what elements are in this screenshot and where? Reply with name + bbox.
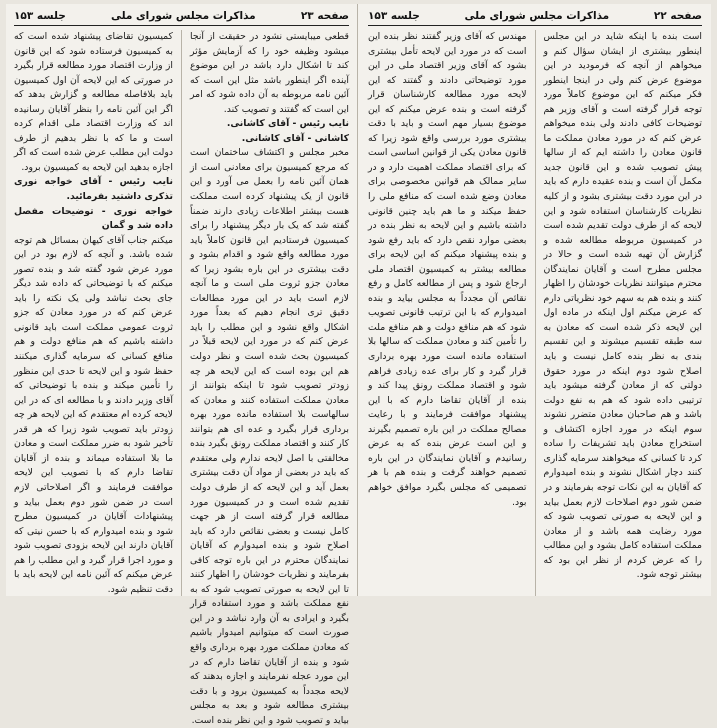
left-page-header [14,7,349,26]
left-page-column-left [14,30,173,596]
book-spread [6,4,711,726]
paragraph: قطعی میبایستی نشود در حقیقت از آنجا میشود وظیفه خود را که آزمایش مؤثر کند تا اشکال دارد باشد در این موضوع آینده اگر اینطور باشد مثل این است که آئین نامه مربوطه به آن داده شود که امر این است که گفتند و تصویب کند. [190,31,349,115]
left-page-number: صفحه ۲۳ [300,10,349,22]
paragraph: میکنم جناب آقای کیهان بمسائل هم توجه شده باشد. و آنچه که لازم بود در این مورد عرض شود گفته شد و بنده تصور میکنم که با توضیحاتی که داده شد دیگر جای بحث نباشد ولی یک نکته را باید عرض کنم که در مورد معادن که جزو ثروت عمومی مملکت است باید قانونی داشته باشیم که هم منافع دولت و هم منافع کسانی که سرمایه گذاری میکنند حفظ شود و این لایحه تا حدی این منظور را تأمین میکند و بنده با توضیحاتی که آقای وزیر دادند و با مطالعه ای که در این لایحه کرده ام معتقدم که این لایحه هر چه زودتر باید تصویب شود زیرا که هر قدر تأخیر شود به ضرر مملکت است و معادن ما بلا استفاده میماند و بنده از آقایان تقاضا دارم که با تصویب این لایحه موافقت فرمایند و اگر اصلاحاتی لازم است در ضمن شور دوم بعمل بیاید و پیشنهادات آقایان در کمیسیون مطرح شود و بنده امیدوارم که با حسن نیتی که آقایان دارند این لایحه بزودی تصویب شود و مورد اجرا قرار گیرد و این مطلب را هم عرض میکنم که آئین نامه این لایحه باید با دقت تنظیم شود. [14,234,173,595]
right-page-session: جلسه ۱۵۳ [368,10,420,22]
paragraph: مهندس که آقای وزیر گفتند نظر بنده این است که در مورد این لایحه تأمل بیشتری بشود که آقای وزیر اقتصاد ملی در این مورد توضیحاتی دادند و گفتند که این لایحه مورد مطالعه کارشناسان قرار گرفته است و بنده عرض میکنم که این موضوع بسیار مهم است و باید با دقت بیشتری مورد بررسی واقع شود زیرا که قانون معادن یکی از قوانین اساسی است که برای اقتصاد مملکت اهمیت دارد و در سایر ممالک هم قوانین مخصوصی برای معادن وضع شده است که منافع ملی را حفظ میکند و ما هم باید چنین قانونی داشته باشیم و این لایحه به نظر بنده در بعضی موارد نقص دارد که باید رفع شود و بنده پیشنهاد میکنم که این لایحه برای مطالعه بیشتر به کمیسیون اقتصاد ملی ارجاع شود و پس از مطالعه کامل و رفع نقائص آن مجدداً به مجلس بیاید و بنده امیدوارم که با این ترتیب قانونی تصویب شود که هم منافع دولت و هم منافع ملت را تأمین کند و معادن مملکت که سالها بلا استفاده مانده است مورد بهره برداری قرار گیرد و کار برای عده زیادی فراهم شود و اقتصاد مملکت رونق پیدا کند و بنده از آقایان تقاضا دارم که با این پیشنهاد موافقت فرمایند و با رعایت مصالح مملکت در این باره تصمیم بگیرند و این است عرض بنده که به عرض رسانیدم و آقایان نمایندگان در این باره تصمیم خواهند گرفت و بنده هم با هر تصمیمی که مجلس بگیرد موافق خواهم بود. [368,31,527,508]
speaker-line: خواجه نوری - توضیحات مفصل داده شد و گمان [14,205,173,232]
right-page-column-left [368,30,527,596]
column-divider [535,30,536,596]
right-page-number: صفحه ۲۲ [653,10,702,22]
column-divider [181,30,182,596]
right-page-columns [368,30,702,596]
paragraph: است بنده با اینکه شاید در این مجلس اینطور بیشتری از ایشان سؤال کنم و میخواهم از آنچه که فرمودید در این موضوع عرض کنم ولی در اینجا اینطور فکر میکنم که این موضوع کاملاً مورد توجه قرار گرفته است و آقای وزیر هم توضیحات کافی دادند ولی بنده میخواهم عرض کنم که در مورد معادن مملکت ما قانون معادن را داشته ایم که از سالها پیش تصویب شده و این قانون جدید مکمل آن است و بنده عقیده دارم که باید در این مورد دقت بیشتری بشود و از کلیه نظریات کارشناسان استفاده شود و این لایحه که از طرف دولت تقدیم شده است در کمیسیون مربوطه مطالعه شده و گزارش آن تهیه شده است و حالا در مجلس مطرح است و آقایان نمایندگان محترم میتوانند نظریات خودشان را اظهار کنند و بنده هم به سهم خود نظریاتی دارم که عرض میکنم اول اینکه در ماده اول این لایحه ذکر شده است که معادن به سه طبقه تقسیم میشوند و این تقسیم بندی به نظر بنده کامل نیست و باید اصلاح شود دوم اینکه در مورد حقوق دولتی که از معادن گرفته میشود باید ترتیبی داده شود که هم به نفع دولت باشد و هم صاحبان معادن متضرر نشوند سوم اینکه در مورد اجازه اکتشاف و استخراج معادن باید تشریفات را ساده کرد تا کسانی که میخواهند سرمایه گذاری کنند دچار اشکال نشوند و بنده امیدوارم که آقایان به این نکات توجه بفرمایند و در ضمن شور دوم اصلاحات لازم بعمل بیاید و این لایحه به صورتی تصویب شود که مورد رضایت همه باشد و از معادن مملکت استفاده کامل بشود و این مطالب را که عرض کردم از نظر این بود که بیشتر توجه شود. [543,31,702,581]
speaker-line: نایب رئیس - آقای خواجه نوری تذکری داشتید بفرمائید. [14,176,173,203]
left-page-columns [14,30,349,726]
left-page-session: جلسه ۱۵۳ [14,10,66,22]
right-page-column-right [544,30,703,596]
paragraph: مخبر مجلس و اکتشاف ساختمان است که مرجع کمیسیون برای معادنی است از همان آئین نامه را بعمل می آورد و این قانون از یک پیشنهاد کرده است مملکت هست بیشتر اطلاعات زیادی دارند ضمناً گفته شد که یک بار دیگر پیشنهاد را برای کمیسیون فرستادیم این قانون کاملاً باید مورد مطالعه واقع شود و اقدام بشود و دقت بیشتری در این باره بشود زیرا که معادن جزو ثروت ملی است و ما آنچه لازم است باید در این مورد مطالعات دقیق تری انجام دهیم که بعداً مورد اشکال واقع نشود و این مطلب را باید عرض کنم که در مورد این لایحه قبلاً در کمیسیون بحث شده است و نظر دولت هم این بوده است که این لایحه هر چه زودتر تصویب شود تا اینکه بتوانند از معادن مملکت استفاده کنند و معادن که سالهاست بلا استفاده مانده مورد بهره برداری قرار بگیرد و عده ای هم بتوانند کار کنند و اقتصاد مملکت رونق بگیرد بنده مخالفتی با اصل لایحه ندارم ولی معتقدم که باید در بعضی از مواد آن دقت بیشتری بعمل آید و این لایحه که از طرف دولت تقدیم شده است و در کمیسیون مورد مطالعه قرار گرفته است از هر جهت کامل نیست و بعضی نقائص دارد که باید اصلاح شود و بنده امیدوارم که آقایان نمایندگان محترم در این باره توجه کافی بفرمایند و نظریات خودشان را اظهار کنند تا این لایحه به صورتی تصویب شود که به نفع مملکت باشد و مورد استفاده قرار بگیرد و ایرادی به آن وارد نباشد و در این صورت است که میتوانیم امیدوار باشیم که معادن مملکت مورد بهره برداری واقع شود و بنده از آقایان تقاضا دارم که در این مورد عجله نفرمایند و اجازه بدهند که لایحه مجدداً به کمیسیون برود و با دقت بیشتری مطالعه شود و بعد به مجلس بیاید و تصویب شود و این نظر بنده است. [190,147,349,726]
right-page-title: مذاکرات مجلس شورای ملی [464,10,610,22]
left-page [6,4,358,726]
right-page [358,4,710,596]
right-page-header [368,7,702,26]
speaker-line: کاشانی - آقای کاشانی. [241,132,349,144]
paragraph: کمیسیون تقاضای پیشنهاد شده است که به کمیسیون فرستاده شود که این قانون از وزارت اقتصاد مورد مطالعه قرار بگیرد در صورتی که این لایحه آن اول کمیسیون باید بلافاصله مطالعه و گزارش بدهد که اگر این آئین نامه را بنظر آقایان رسانیده اند که وزارت اقتصاد ملی اقدام کرده است و ما که با نظر بدهیم از طرف دولت این مطلب عرض شده است که اگر اجازه بدهید این لایحه به کمیسیون برود. [14,31,173,173]
left-page-title: مذاکرات مجلس شورای ملی [110,10,256,22]
speaker-line: نایب رئیس - آقای کاشانی. [226,118,349,130]
left-page-column-right [190,30,349,726]
